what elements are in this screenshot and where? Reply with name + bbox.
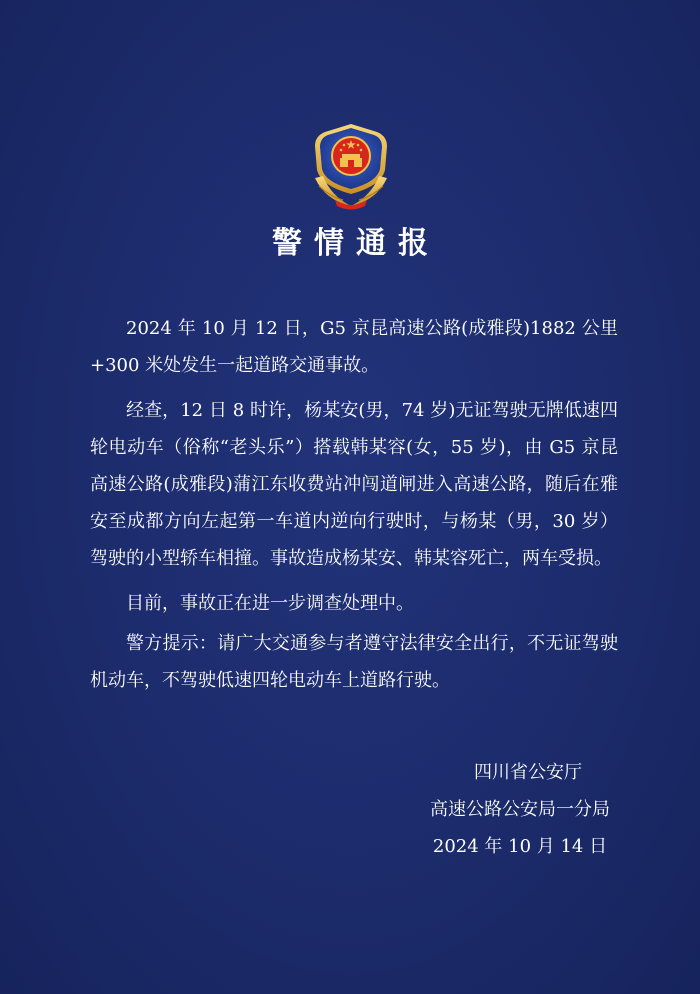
notice-title: 警情通报 — [272, 226, 440, 261]
signature-org-bureau: 高速公路公安局一分局 — [430, 799, 610, 820]
signature-block — [400, 754, 640, 865]
signature-date: 2024 年 10 月 14 日 — [432, 836, 608, 857]
paragraph-incident: 2024 年 10 月 12 日，G5 京昆高速公路(成雅段)1882 公里+300 米处发生一起道路交通事故。 — [90, 318, 618, 376]
paragraph-warning: 警方提示：请广大交通参与者遵守法律安全出行，不无证驾驶机动车，不驾驶低速四轮电动车上道路行驶。 — [90, 633, 618, 691]
signature-org-provincial: 四川省公安厅 — [474, 762, 582, 783]
paragraph-investigation: 经查，12 日 8 时许，杨某安(男，74 岁)无证驾驶无牌低速四轮电动车（俗称“老头乐”）搭载韩某容(女，55 岁)，由 G5 京昆高速公路(成雅段)蒲江东收费站冲闯道闸进入高速公路，随后在雅安至成都方向左起第一车道内逆向行驶时，与杨某（男，30 岁）驾驶的小型轿车相撞。事故造成杨某安、韩某容死亡，两车受损。 — [90, 400, 618, 569]
police-emblem-icon — [305, 120, 397, 212]
paragraph-status: 目前，事故正在进一步调查处理中。 — [126, 593, 414, 614]
notice-body — [90, 310, 618, 705]
